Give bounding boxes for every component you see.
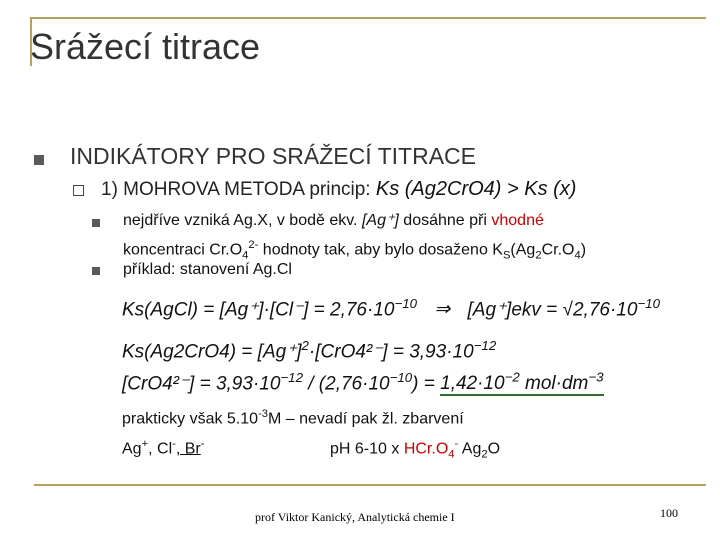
- text-line-2: koncentraci $Cr.O_4^{2-}$ hodnoty tak, aby bylo dosaženo $K_S(Ag_2Cr.O_4)$: [123, 239, 587, 262]
- result-underlined: $1,42\cdot 10^{-2}$ $mol\cdot dm^{-3}$: [440, 370, 604, 395]
- text-line-1: nejdříve vzniká Ag.X, v bodě ekv. [Ag⁺] dosáhne při vhodné: [123, 212, 544, 229]
- page-number: 100: [660, 506, 678, 520]
- subheading: [101, 178, 576, 201]
- equation-1: Ks(AgCl) = $[Ag^+]\cdot[Cl^-] = 2,76\cdot 10^{-10}$ ⇒ $[Ag^+]ekv = √2,76\cdot 10^{-10}$: [122, 296, 660, 321]
- bullet-square-icon: [92, 219, 100, 227]
- ph-note: pH 6-10 x $HCr.O_4^-$ $Ag_2O$: [330, 438, 501, 461]
- slide-title: Srážecí titrace: [30, 26, 261, 67]
- title-top-rule: [30, 17, 706, 19]
- text-line-3: příklad: stanovení Ag.Cl: [123, 261, 292, 278]
- bullet-square-icon: [34, 155, 44, 165]
- equation-3: $[CrO4^{2-}] = 3,93\cdot 10^{-12} / (2,76\cdot 10^{-10}) = 1,42\cdot 10^{-2}$ $mol\cdot dm^{-3}$: [122, 370, 604, 395]
- ksp-condition-formula: Ks (Ag2CrO4) > Ks (x): [375, 178, 577, 200]
- bullet-square-icon: [92, 267, 100, 275]
- footer-text: prof Viktor Kanický, Analytická chemie I: [255, 510, 455, 524]
- equation-2: $Ks(Ag2CrO4) = [Ag^+]^2\cdot[CrO4^{2-}] = 3,93\cdot 10^{-12}$: [122, 338, 497, 363]
- practical-note: prakticky však $5.10^{-3}M$ – nevadí pak žl. zbarvení: [122, 408, 464, 428]
- ions-list: Ag+, Cl-, Br-: [122, 438, 205, 458]
- bullet-hollow-square-icon: [73, 185, 84, 196]
- subheading-text: 1) MOHROVA METODA princip:: [101, 179, 376, 200]
- footer-rule: [34, 484, 706, 486]
- heading: INDIKÁTORY PRO SRÁŽECÍ TITRACE: [70, 143, 476, 169]
